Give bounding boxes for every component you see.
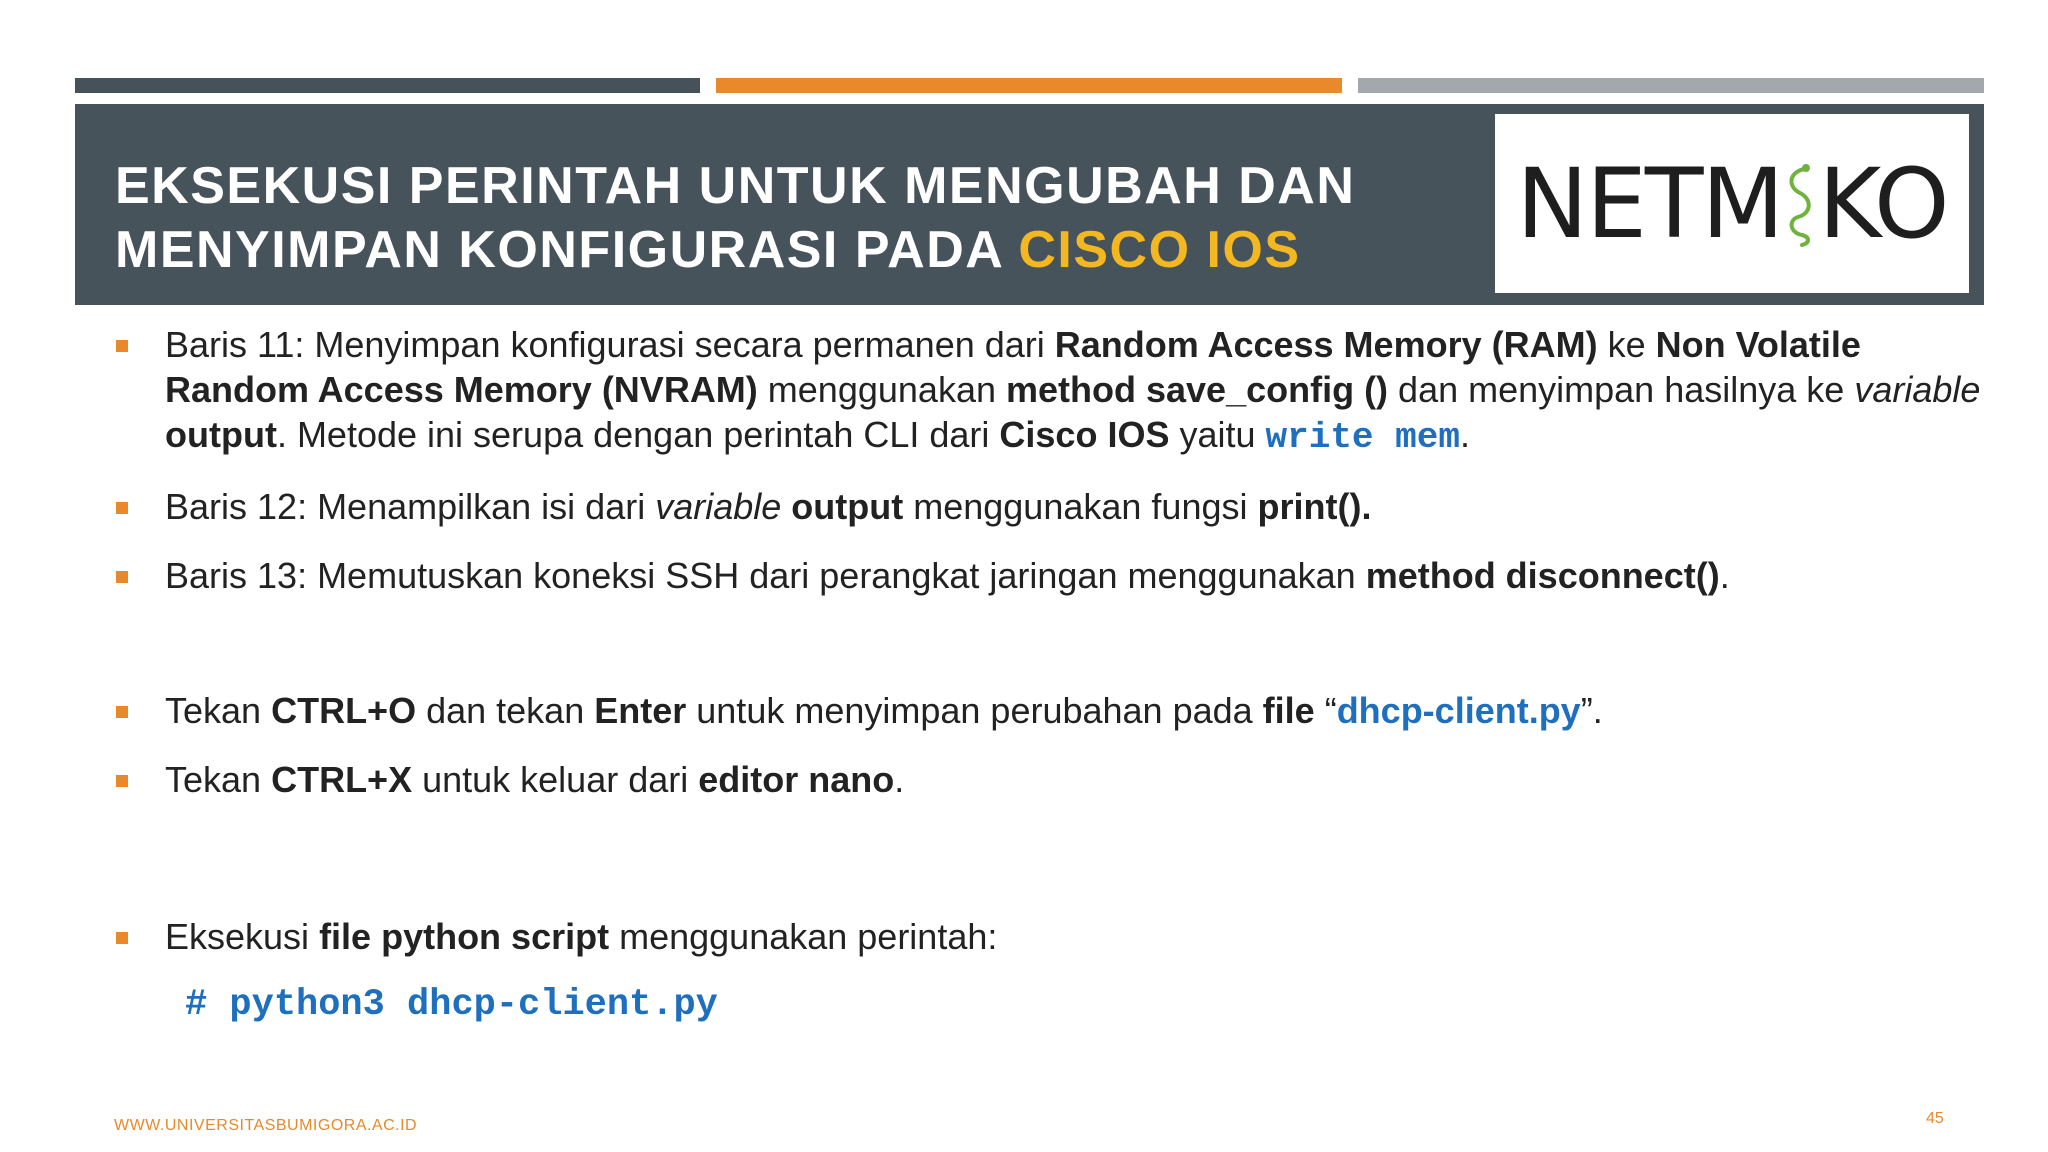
top-bar-dark — [75, 78, 700, 93]
snake-icon — [1780, 159, 1820, 249]
list-item: Baris 12: Menampilkan isi dari variable output menggunakan fungsi print(). — [110, 484, 1990, 529]
top-bar-orange — [716, 78, 1342, 93]
page-number: 45 — [1926, 1110, 1944, 1127]
list-item: Tekan CTRL+O dan tekan Enter untuk menyimpan perubahan pada file “dhcp-client.py”. — [110, 688, 1990, 733]
command-line: # python3 dhcp-client.py — [185, 984, 718, 1026]
slide-content — [110, 322, 1990, 1028]
slide-header — [75, 104, 1984, 305]
bullet-icon — [116, 706, 128, 718]
title-accent: CISCO IOS — [1018, 221, 1301, 279]
netmiko-logo — [1492, 111, 1972, 296]
list-item: Baris 11: Menyimpan konfigurasi secara permanen dari Random Access Memory (RAM) ke Non Volatile Random Access Memory (NVRAM) menggunakan method save_config () dan menyimpan hasilnya ke variable output. Metode ini serupa dengan perintah CLI dari Cisco IOS yaitu write mem. — [110, 322, 1990, 460]
list-item: Eksekusi file python script menggunakan perintah: — [110, 914, 1990, 959]
bullet-icon — [116, 932, 128, 944]
slide-title: EKSEKUSI PERINTAH UNTUK MENGUBAH DAN MENYIMPAN KONFIGURASI PADA CISCO IOS — [115, 157, 1356, 279]
bullet-icon — [116, 340, 128, 352]
list-item: Baris 13: Memutuskan koneksi SSH dari perangkat jaringan menggunakan method disconnect(). — [110, 553, 1990, 598]
bullet-icon — [116, 571, 128, 583]
list-item: Tekan CTRL+X untuk keluar dari editor nano. — [110, 757, 1990, 802]
footer-website[interactable]: WWW.UNIVERSITASBUMIGORA.AC.ID — [114, 1117, 418, 1134]
bullet-icon — [116, 502, 128, 514]
bullet-icon — [116, 775, 128, 787]
logo-wordmark: NETM KO — [1516, 147, 1948, 260]
code-write-mem: write mem — [1265, 417, 1460, 458]
top-bar-gray — [1358, 78, 1984, 93]
filename: dhcp-client.py — [1336, 690, 1581, 731]
